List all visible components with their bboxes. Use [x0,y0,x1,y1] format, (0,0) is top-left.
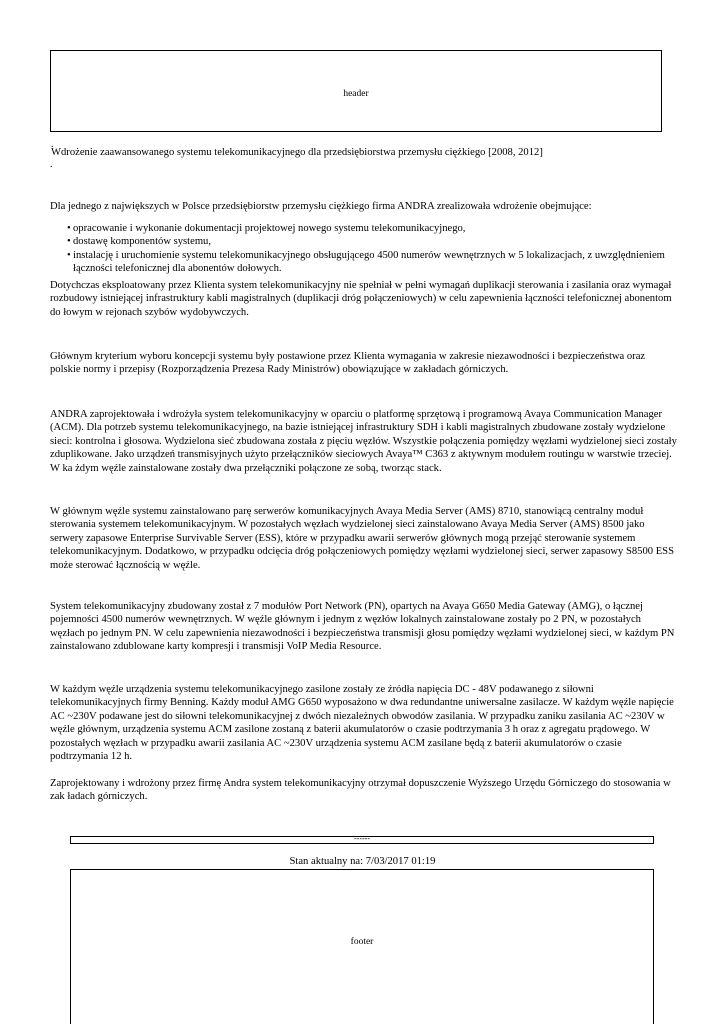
bullet-dot-top: . [51,139,54,150]
paragraph-criteria: Głównym kryterium wyboru koncepcji systemu były postawione przez Klienta wymagania w zakresie niezawodności i bezpieczeństwa oraz polskie normy i przepisy (Rozporządzenia Prezesa Rady Ministrów) obowiązujące w zakładach górniczych. [50,351,646,376]
footer-label: footer [350,937,374,947]
paragraph-design: ANDRA zaprojektowała i wdrożyła system telekomunikacyjny w oparciu o platformę sprzętową i programową Avaya Communication Manager (ACM). Dla potrzeb systemu telekomunikacyjnego, na bazie istniejącej infrastruktury SDH i kabli magistralnych zbudowane zostały wydzielone sieci: kontrolna i głosowa. Wydzielona sieć zbudowana została z pięciu węzłów. Wszystkie połączenia pomiędzy węzłami wydzielonej sieci zostały zduplikowane. Jako urządzeń transmisyjnych użyto przełączników sieciowych Avaya™ C363 z aktywnym modułem routingu w warstwie trzeciej. W ka żdym węźle zainstalowane zostały dwa przełączniki połączone ze sobą, tworząc stack. [50,409,677,474]
status-timestamp: Stan aktualny na: 7/03/2017 01:19 [289,856,436,867]
paragraph-approval: Zaprojektowany i wdrożony przez firmę Andra system telekomunikacyjny otrzymał dopuszczenie Wyższego Urzędu Górniczego do stosowania w zak ładach górniczych. [50,778,671,803]
footer-box [70,869,654,1024]
header-label: header [343,89,369,99]
paragraph-power: W każdym węźle urządzenia systemu telekomunikacyjnego zasilone zostały ze źródła napięcia DC - 48V podawanego z siłowni telekomunikacyjnych firmy Benning. Każdy moduł AMG G650 wyposażono w dwa redundantne uniwersalne zasilacze. W każdym węźle napięcie AC ~230V podawane jest do siłowni telekomunikacyjnej z dwóch niezależnych obwodów zasilania. W przypadku zaniku zasilania AC ~230V w węźle głównym, urządzenia systemu ACM zasilone zostaną z baterii akumulatorów o czasie podtrzymania 3 h oraz z agregatu prądowego. W pozostałych węzłach w przypadku awarii zasilania AC ~230V urządzenia systemu ACM zasilane będą z baterii akumulatorów o czasie podtrzymania 12 h. [50,684,674,763]
separator-text: ------ [354,834,370,843]
paragraph-servers: W głównym węźle systemu zainstalowano parę serwerów komunikacyjnych Avaya Media Server (AMS) 8710, stanowiącą centralny moduł sterowania systemem telekomunikacyjnym. W pozostałych węzłach wydzielonej sieci zainstalowano Avaya Media Server (AMS) 8500 jako serwery zapasowe Enterprise Survivable Server (ESS), które w przypadku awarii serwerów głównych mogą przejąć sterowanie systemem telekomunikacyjnym. Dodatkowo, w przypadku odcięcia dróg połączeniowych pomiędzy węzłami wydzielonej sieci, serwer zapasowy S8500 ESS może sterować łącznością w węźle. [50,506,674,571]
header-box [50,50,662,132]
list-item: • opracowanie i wykonanie dokumentacji projektowej nowego systemu telekomunikacyjnego, [50,222,677,235]
scope-list [50,222,677,276]
paragraph-existing-system: Dotychczas eksploatowany przez Klienta system telekomunikacyjny nie spełniał w pełni wymagań duplikacji sterowania i zasilania oraz wymagał rozbudowy istniejącej infrastruktury kabli magistralnych (duplikacji dróg połączeniowych) w celu zapewnienia łączności telefonicznej abonentom do łowym w rejonach szybów wydobywczych. [50,280,672,318]
separator-box [70,836,654,844]
page-title: Wdrożenie zaawansowanego systemu telekomunikacyjnego dla przedsiębiorstwa przemysłu ciężkiego [2008, 2012] [51,147,543,158]
list-item: • dostawę komponentów systemu, [50,235,677,248]
paragraph-port-network: System telekomunikacyjny zbudowany został z 7 modułów Port Network (PN), opartych na Avaya G650 Media Gateway (AMG), o łącznej pojemności 4500 numerów wewnętrznych. W węźle głównym i jednym z węzłów lokalnych zainstalowane zostały po 2 PN, w pozostałych węzłach po jednym PN. W celu zapewnienia niezawodności i bezpieczeństwa transmisji głosu pomiędzy węzłami wydzielonej sieci, w każdym PN zainstalowano zdublowane karty kompresji i transmisji VoIP Media Resource. [50,601,675,653]
list-item: • instalację i uruchomienie systemu telekomunikacyjnego obsługującego 4500 numerów wewnętrznych w 5 lokalizacjach, z uwzględnieniem łączności telefonicznej dla abonentów dołowych. [50,249,677,276]
bullet-dot-bottom: . [50,159,53,170]
intro-paragraph: Dla jednego z największych w Polsce przedsiębiorstw przemysłu ciężkiego firma ANDRA zrealizowała wdrożenie obejmujące: [50,201,592,212]
